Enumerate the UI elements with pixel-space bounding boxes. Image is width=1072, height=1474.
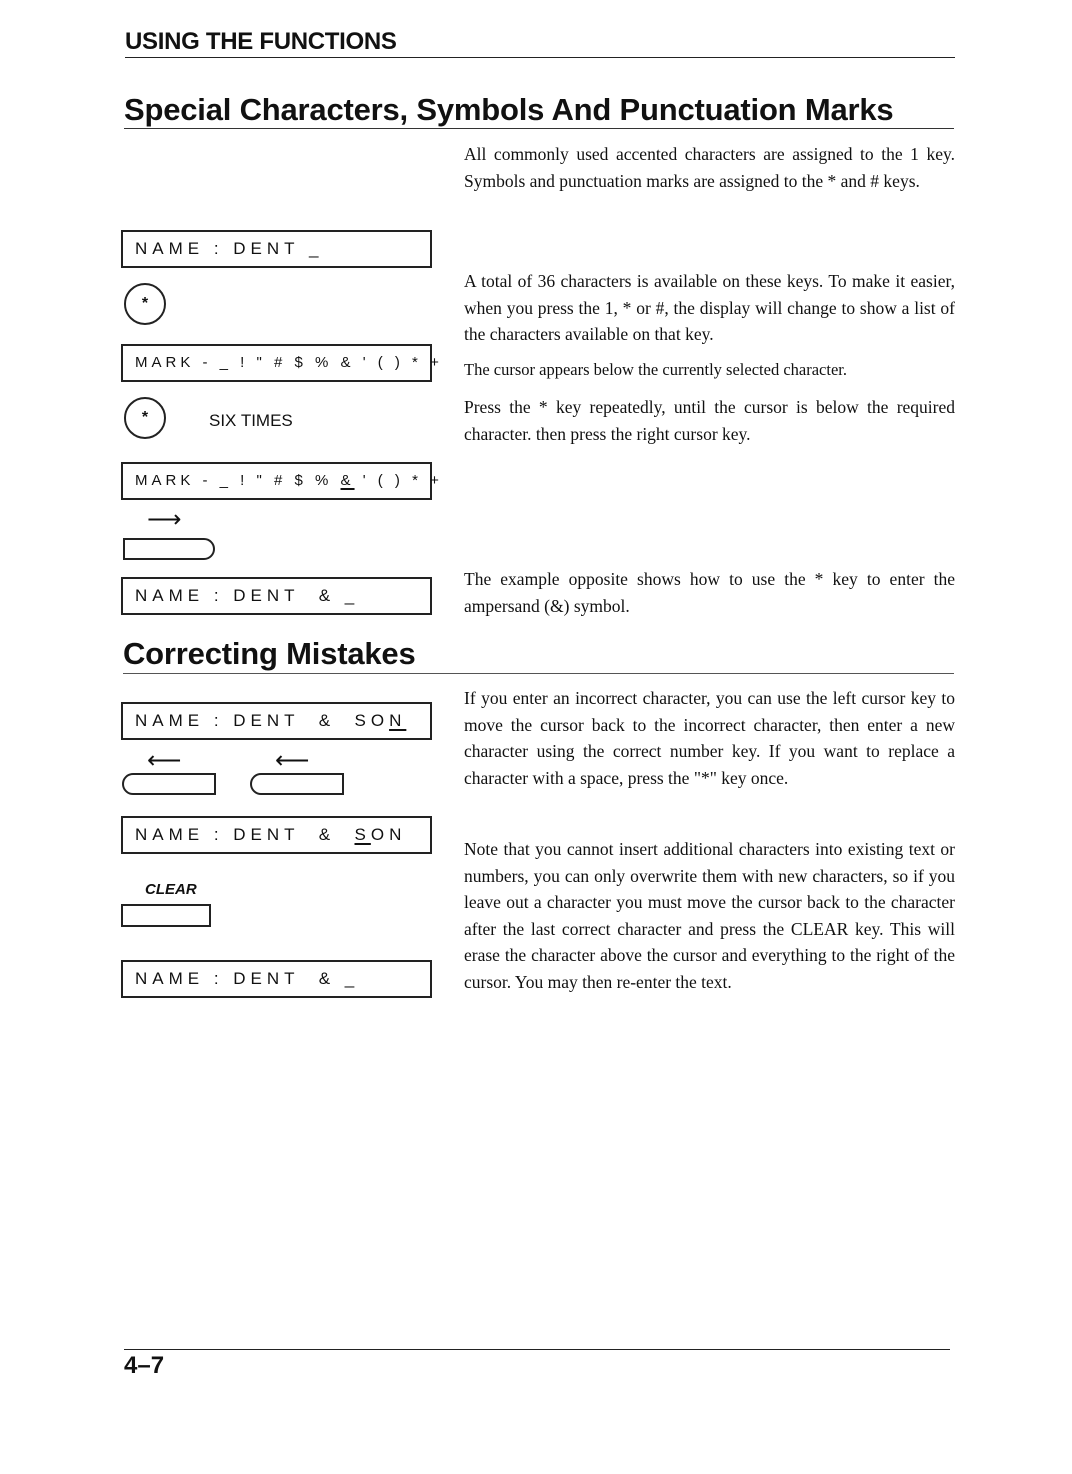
special-para-1: All commonly used accented characters are assigned to the 1 key. Symbols and punctuation marks are assigned to the * and # keys. xyxy=(464,144,955,191)
left-arrow-icon: ⟵ xyxy=(147,746,182,774)
correcting-para-1: If you enter an incorrect character, you can use the left cursor key to move the cursor back to the incorrect character, then enter a new character using the correct number key. If you want to replace a character with a space, press the "*" key once. xyxy=(464,688,955,788)
six-times-label: SIX TIMES xyxy=(209,411,293,430)
lcd-display-son-cursor-n xyxy=(121,702,432,740)
lcd-cursor-char: N xyxy=(389,711,407,730)
correcting-title: Correcting Mistakes xyxy=(123,636,416,671)
lcd-cursor-char: S xyxy=(354,825,371,844)
lcd-text: NAME : DENT & xyxy=(135,825,355,844)
lcd-text: NAME : DENT & xyxy=(135,586,345,605)
lcd-cursor: _ xyxy=(344,586,360,605)
lcd-display-son-cursor-s xyxy=(121,816,432,854)
header-rule xyxy=(125,57,955,58)
star-key-icon: * xyxy=(124,283,166,325)
section-header: USING THE FUNCTIONS xyxy=(125,28,397,55)
lcd-display-mark-list xyxy=(121,344,443,382)
lcd-text: MARK - _ ! " # $ % & ' ( ) * + xyxy=(135,354,443,371)
lcd-cursor-char: & xyxy=(340,472,355,489)
lcd-text: MARK - _ ! " # $ % xyxy=(135,472,341,489)
special-para-5: The example opposite shows how to use the * key to enter the ampersand (&) symbol. xyxy=(464,569,955,616)
star-key-icon: * xyxy=(124,397,166,439)
special-title: Special Characters, Symbols And Punctuation Marks xyxy=(124,92,894,127)
clear-key-icon xyxy=(121,904,211,927)
special-para-3: The cursor appears below the currently selected character. xyxy=(464,360,847,379)
right-cursor-key-icon xyxy=(123,538,215,560)
correcting-para-2: Note that you cannot insert additional characters into existing text or numbers, you can only overwrite them with new characters, so if you leave out a character you must move the cursor back to the character after the last correct character and press the CLEAR key. This will erase the character above the cursor and everything to the right of the cursor. You may then re-enter the text. xyxy=(464,839,955,992)
special-title-rule xyxy=(124,128,954,129)
page-number: 4–7 xyxy=(124,1352,165,1379)
lcd-text: NAME : DENT & SO xyxy=(135,711,390,730)
right-arrow-icon: ⟶ xyxy=(147,505,182,533)
left-arrow-icon: ⟵ xyxy=(275,746,310,774)
lcd-display-ampersand xyxy=(121,577,432,615)
special-para-4: Press the * key repeatedly, until the cursor is below the required character. then press the right cursor key. xyxy=(464,397,955,444)
lcd-text-rest: ON xyxy=(370,825,407,844)
lcd-display-cleared xyxy=(121,960,432,998)
clear-key-label: CLEAR xyxy=(145,881,197,898)
left-cursor-key-icon xyxy=(122,773,216,795)
lcd-text: NAME : DENT & xyxy=(135,969,345,988)
lcd-cursor: _ xyxy=(344,969,360,988)
footer-rule xyxy=(124,1349,950,1350)
lcd-text-rest: ' ( ) * + xyxy=(354,472,443,489)
correcting-title-rule xyxy=(123,673,954,674)
lcd-display-mark-cursor xyxy=(121,462,443,500)
special-para-2: A total of 36 characters is available on these keys. To make it easier, when you press the 1, * or #, the display will change to show a list of the characters available on that key. xyxy=(464,271,955,344)
lcd-display-name-dent xyxy=(121,230,432,268)
lcd-text: NAME : DENT xyxy=(135,239,309,258)
left-cursor-key-icon xyxy=(250,773,344,795)
lcd-cursor: _ xyxy=(308,239,324,258)
